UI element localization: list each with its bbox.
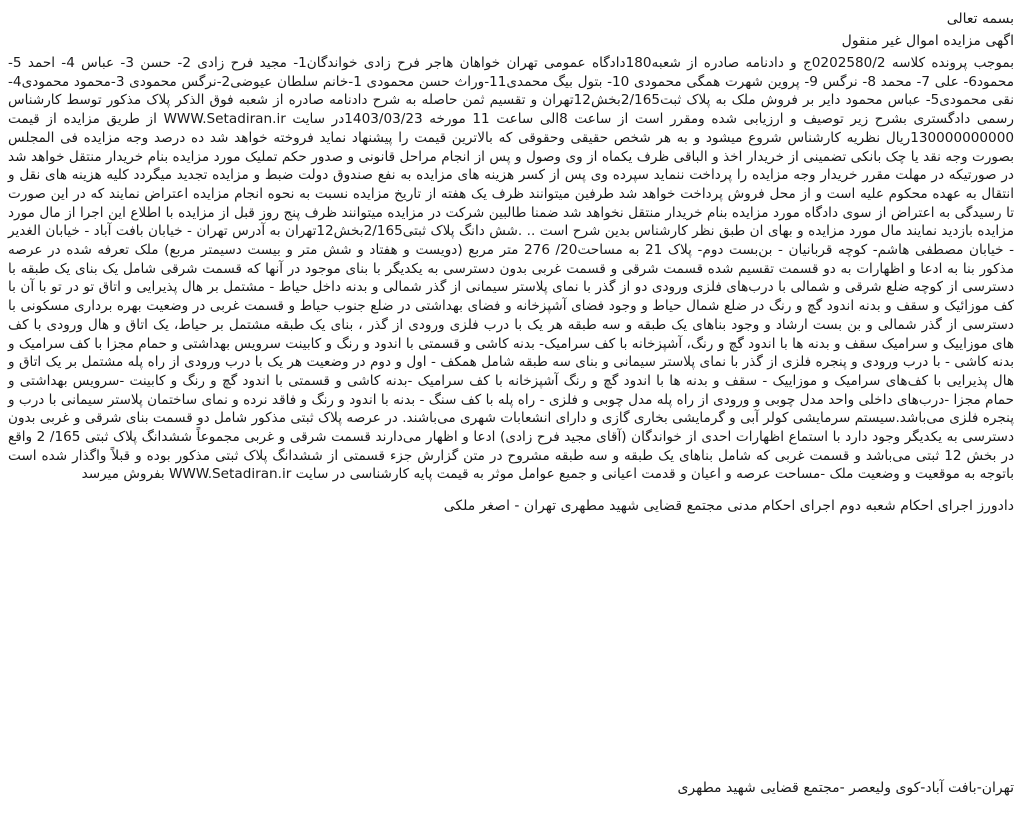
signature-line: دادورز اجرای احکام شعبه دوم اجرای احکام مدنی مجتمع قضایی شهید مطهری تهران - اصغر ملکی [443, 498, 1014, 515]
notice-title: اگهی مزایده اموال غیر منقول [841, 33, 1014, 49]
notice-body: بموجب پرونده کلاسه 0202580/2ج و دادنامه صادره از شعبه180دادگاه عمومی تهران خواهان هاجر فرح زادی خواندگان1- مجید فرح زادی 2- حسن 3- عباس 4- احمد 5- محمود6- علی 7- محمد 8- نرگس 9- پروین شهرت همگی محمودی 10- بتول بیگ محمدی11-وراث حسن محمودی 1-خانم سلطان عیوضی2-نرگس محمودی 3-محمود محمودی4-نقی محمودی5- عباس محمود دایر بر فروش ملک به پلاک ثبت2/165بخش12تهران و تقسیم ثمن حاصله به شرح دادنامه صادره از شعبه فوق الذکر پلاک مذکور توسط کارشناس رسمی دادگستری بشرح زیر توصیف و ارزیابی شده ومقرر است از ساعت 8الی ساعت 11 مورخه 1403/03/23در سایت WWW.Setadiran.ir از طریق مزایده از قیمت 130000000000ریال نظریه کارشناس شروع میشود و به هر شخص حقیقی وحقوقی که بالاترین قیمت را پیشنهاد نماید فروخته خواهد شد ده درصد وجه مزایده فی المجلس بصورت وجه نقد یا چک بانکی تضمینی از خریدار اخذ و الباقی ظرف یکماه از وی وصول و پس از انجام مراحل قانونی و صدور حکم تملیک مورد مزایده بنام خریدار منتقل خواهد شد در صورتیکه در مهلت مقرر خریدار وجه مزایده را پرداخت ننماید سپرده وی پس از کسر هزینه های مزایده به نفع صندوق دولت ضبط و مزایده تجدید میگردد کلیه هزینه های نقل و انتقال به عهده محکوم علیه است و از محل فروش پرداخت خواهد شد طرفین میتوانند ظرف یک هفته از تاریخ مزایده نسبت به نحوه انجام مزایده اعتراض نمایند که در این صورت تا رسیدگی به اعتراض از سوی دادگاه مورد مزایده بنام خریدار منتقل نخواهد شد ضمنا طالبین شرکت در مزایده میتوانند ظرف پنج روز قبل از مزایده با اطلاع این اجرا از مال مورد مزایده بازدید نمایند مال مورد مزایده و بهای ان طبق نظر کارشناس بدین شرح است .. .شش دانگ پلاک ثبتی2/165بخش12تهران به آدرس تهران - خیابان بافت آباد - خیابان الغدیر - خیابان مصطفی هاشم- کوچه قربانیان - بن‌بست دوم- پلاک 21 به مساحت20/ 276 متر مربع (دویست و هفتاد و شش متر و بیست دسیمتر مربع) ملک تعرفه شده در عرصه مذکور بنا به ادعا و اظهارات به دو قسمت تقسیم شده قسمت شرقی و قسمت غربی بدون دسترسی به یکدیگر با بنای موجود در آنها که قسمت شرقی شامل یک بنای یک طبقه با دسترسی از کوچه ضلع شرقی و شمالی با درب‌های فلزی ورودی دو از گذر با نمای پلاستر سیمانی از گذر شمالی و بدنه داخل حیاط - مشتمل بر هال پذیرایی و اتاق تو در تو با آن با کف موزائیک و سقف و بدنه اندود گچ و رنگ در ضلع شمال حیاط و وجود فضای آشپزخانه و فضای بهداشتی در ضلع جنوب حیاط و قسمت غربی در وضعیت بهره برداری مسکونی با دسترسی از گذر شمالی و بن بست ارشاد و وجود بناهای یک طبقه و سه طبقه هر یک با درب فلزی ورودی از گذر ، بنای یک طبقه مشتمل بر حیاط، یک اتاق و هال ورودی با کف های موزاییک و سرامیک سقف و بدنه ها با اندود گچ و رنگ، آشپزخانه با کف سرامیک- بدنه کاشی و قسمتی با اندود و رنگ و کابینت سرویس بهداشتی و حمام مجزا با کف سرامیک و بدنه کاشی - با درب ورودی و پنجره فلزی از گذر با نمای پلاستر سیمانی و بنای سه طبقه شامل همکف - اول و دوم در وضعیت هر یک با درب ورودی از راه پله مشتمل بر یک اتاق و هال پذیرایی با کف‌های سرامیک و موزاییک - سقف و بدنه ها با اندود گچ و رنگ آشپزخانه با کف سرامیک -بدنه کاشی و قسمتی با اندود گچ و رنگ و کابینت -سرویس بهداشتی و حمام مجزا -درب‌های داخلی واحد مدل چوبی و ورودی از راه پله مدل چوبی و فلزی - راه پله با کف سنگ - بدنه با اندود و رنگ و فاقد نرده و نمای ساختمان پلاستر سیمانی با درب و پنجره فلزی می‌باشد.سیستم سرمایشی کولر آبی و گرمایشی بخاری گازی و دارای انشعابات شهری می‌باشند. در عرصه پلاک ثبتی مذکور شامل دو قسمت بنای شرقی و غربی بدون دسترسی به یکدیگر وجود دارد با استماع اظهارات احدی از خواندگان (آقای مجید فرح زادی) ادعا و اظهار می‌دارند قسمت شرقی و غربی مجموعاً ششدانگ پلاک ثبتی 165/ 2 واقع در بخش 12 ثبتی می‌باشد و قسمت غربی که شامل بناهای یک طبقه و سه طبقه مشروح در متن گزارش جزء قسمتی از ششدانگ پلاک ثبتی مذکور بوده و قبلاً واگذار شده است باتوجه به موقعیت و وضعیت ملک -مساحت عرصه و اعیان و قدمت اعیانی و جمیع عوامل موثر به قیمت پایه کارشناسی در سایت WWW.Setadiran.ir بفروش میرسد [8, 55, 1015, 483]
address-line: تهران-بافت آباد-کوی ولیعصر -مجتمع قضایی شهید مطهری [677, 780, 1014, 796]
basmala: بسمه تعالی [946, 11, 1014, 27]
